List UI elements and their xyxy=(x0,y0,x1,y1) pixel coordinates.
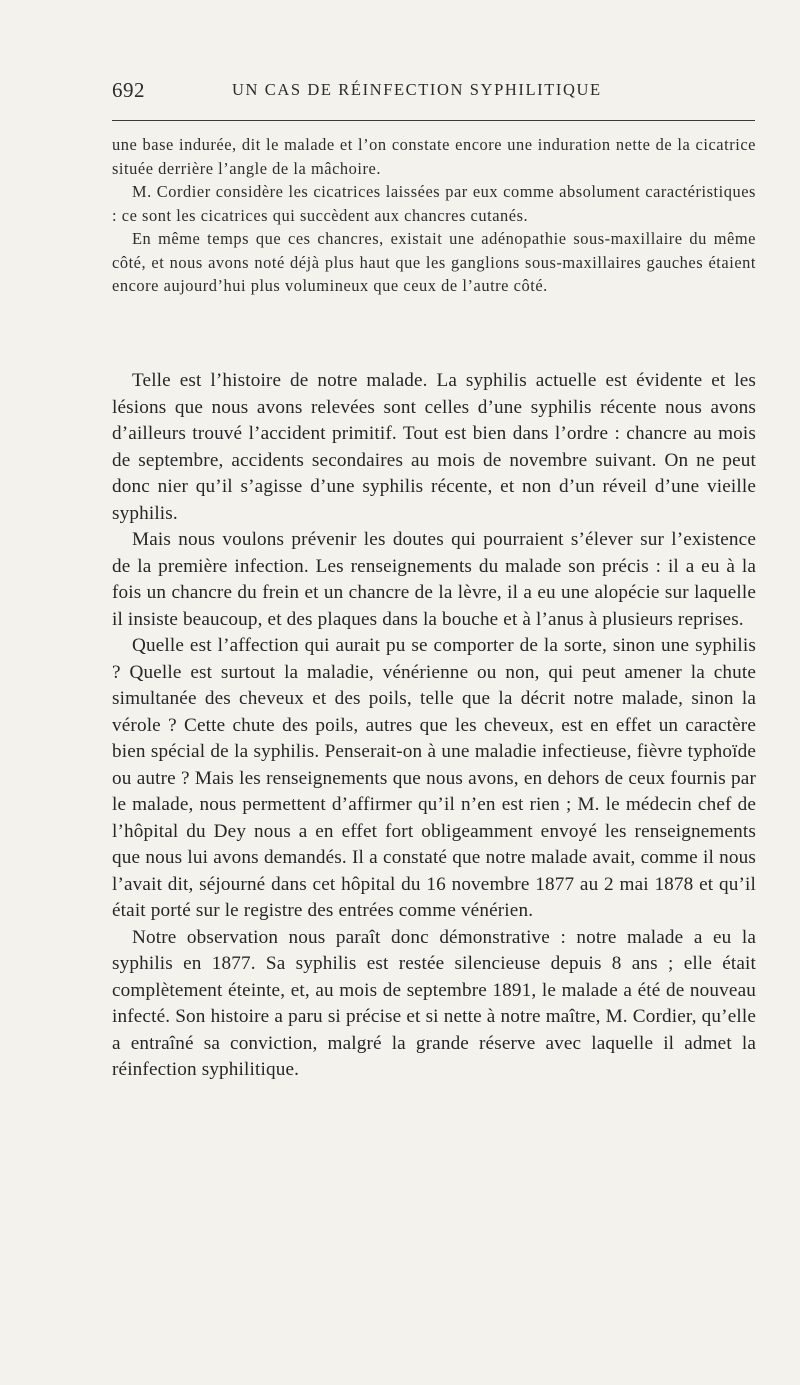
small-paragraph: En même temps que ces chancres, existait une adénopathie sous-maxillaire du même côté, et nous avons noté déjà plus haut que les ganglions sous-maxillaires gauches étaient encore aujourd’hui plus volumineux que ceux de l’autre côté. xyxy=(112,229,756,295)
small-paragraph: une base indurée, dit le malade et l’on constate encore une induration nette de la cicatrice située derrière l’angle de la mâchoire. xyxy=(112,135,756,178)
main-paragraph: Quelle est l’affection qui aurait pu se comporter de la sorte, sinon une syphilis ? Quelle est surtout la maladie, vénérienne ou non, qui peut amener la chute simultanée des cheveux et des poils, telle que la décrit notre malade, sinon la vérole ? Cette chute des poils, autres que les cheveux, est en effet un caractère bien spécial de la syphilis. Penserait-on à une maladie infectieuse, fièvre typhoïde ou autre ? Mais les renseignements que nous avons, en dehors de ceux fournis par le malade, nous permettent d’affirmer qu’il n’en est rien ; M. le médecin chef de l’hôpital du Dey nous a en effet fort obligeamment envoyé les renseignements que nous lui avons demandés. Il a constaté que notre malade avait, comme il nous l’avait dit, séjourné dans cet hôpital du 16 novembre 1877 au 2 mai 1878 et qu’il était porté sur le registre des entrées comme vénérien. xyxy=(112,635,756,921)
small-paragraph: M. Cordier considère les cicatrices laissées par eux comme absolument caractéristiques : ce sont les cicatrices qui succèdent aux chancres cutanés. xyxy=(112,182,756,225)
small-print-section xyxy=(112,133,756,298)
page-number: 692 xyxy=(112,78,145,102)
page-header xyxy=(112,78,757,108)
header-rule xyxy=(112,120,755,121)
main-text-section xyxy=(112,368,756,1084)
main-paragraph: Telle est l’histoire de notre malade. La syphilis actuelle est évidente et les lésions que nous avons relevées sont celles d’une syphilis récente nous avons d’ailleurs trouvé l’accident primitif. Tout est bien dans l’ordre : chancre au mois de septembre, accidents secondaires au mois de novembre suivant. On ne peut donc nier qu’il s’agisse d’une syphilis récente, et non d’un réveil d’une vieille syphilis. xyxy=(112,370,756,524)
running-title: UN CAS DE RÉINFECTION SYPHILITIQUE xyxy=(232,80,602,99)
main-paragraph: Notre observation nous paraît donc démonstrative : notre malade a eu la syphilis en 1877. Sa syphilis est restée silencieuse depuis 8 ans ; elle était complètement éteinte, et, au mois de septembre 1891, le malade a été de nouveau infecté. Son histoire a paru si précise et si nette à notre maître, M. Cordier, qu’elle a entraîné sa conviction, malgré la grande réserve avec laquelle il admet la réinfection syphilitique. xyxy=(112,926,756,1080)
main-paragraph: Mais nous voulons prévenir les doutes qui pourraient s’élever sur l’existence de la première infection. Les renseignements du malade son précis : il a eu à la fois un chancre du frein et un chancre de la lèvre, il a eu une alopécie sur laquelle il insiste beaucoup, et des plaques dans la bouche et à l’anus à plusieurs reprises. xyxy=(112,529,756,630)
